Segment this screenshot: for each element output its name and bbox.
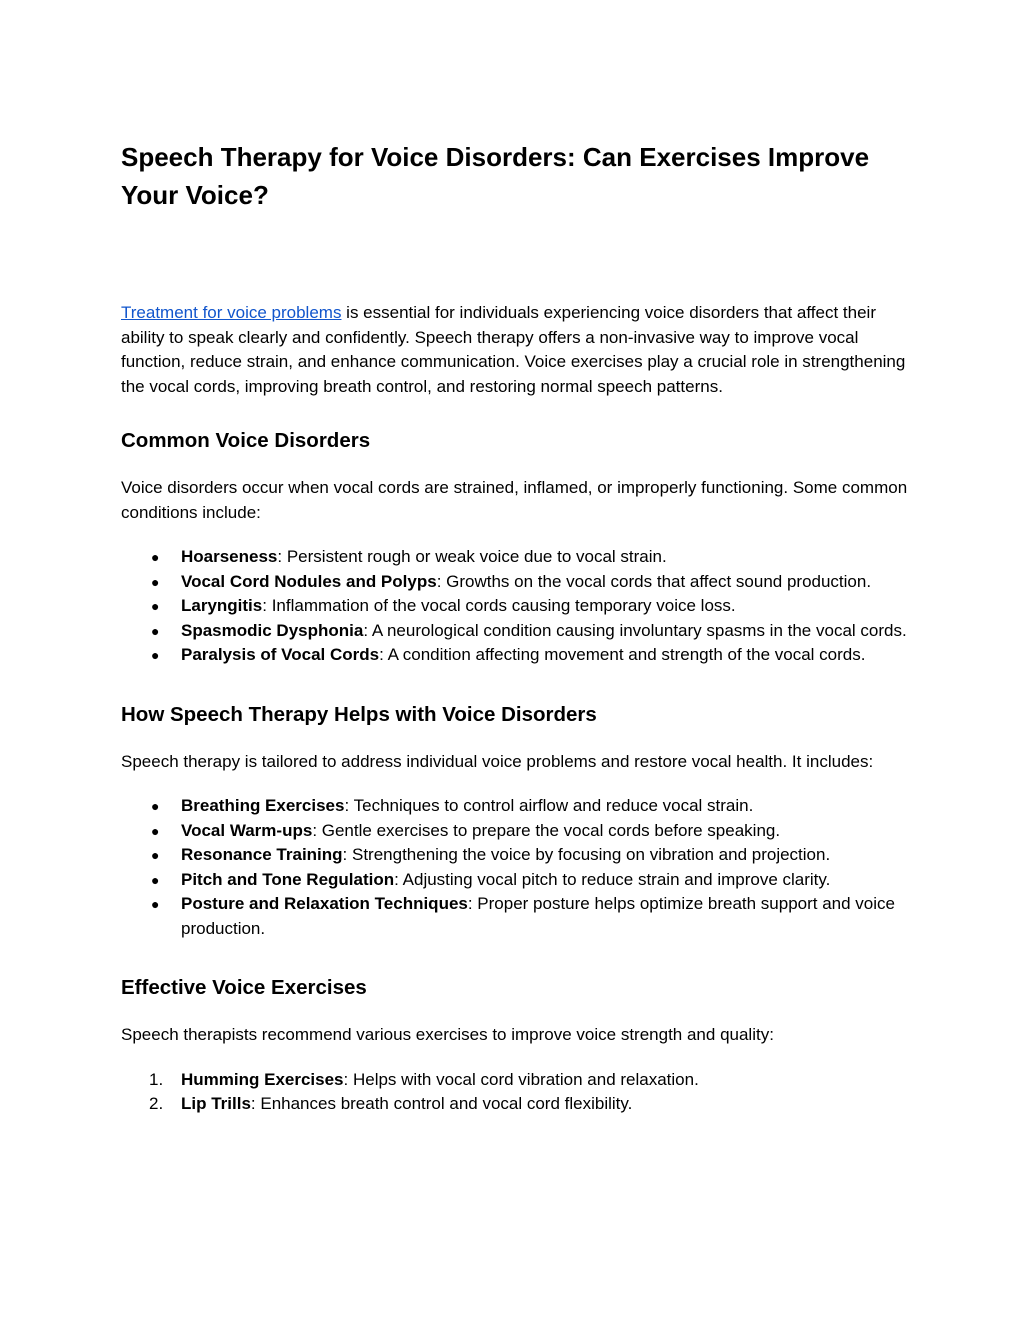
disorders-list <box>121 545 911 668</box>
list-item-desc: : Proper posture helps optimize breath support and voice production. <box>181 894 895 938</box>
list-item-term: Paralysis of Vocal Cords <box>181 645 380 664</box>
list-item <box>121 1068 911 1093</box>
list-item <box>121 868 911 893</box>
list-item-term: Pitch and Tone Regulation <box>181 869 395 889</box>
bullet-icon: ● <box>151 822 160 839</box>
list-item <box>121 643 911 668</box>
list-item-term: Lip Trills <box>181 1094 251 1113</box>
intro-text: is essential for individuals experiencing voice disorders that affect their ability to speak clearly and confidently. Speech therapy offers a non-invasive way to improve vocal function, reduce strain, and enhance communication. Voice exercises play a crucial role in strengthening the vocal cords, improving breath control, and restoring normal speech patterns. <box>121 303 906 396</box>
list-item <box>121 570 911 595</box>
section-paragraph: Voice disorders occur when vocal cords are strained, inflamed, or improperly functioning. Some common conditions include: <box>121 478 908 522</box>
section-paragraph: Speech therapy is tailored to address individual voice problems and restore vocal health. It includes: <box>121 751 874 771</box>
bullet-icon: ● <box>151 598 160 614</box>
bullet-icon: ● <box>151 896 160 912</box>
intro-paragraph <box>121 301 911 399</box>
list-item <box>121 1092 911 1117</box>
list-item-term: Posture and Relaxation Techniques <box>181 894 468 913</box>
list-item-term: Vocal Warm-ups <box>181 820 313 840</box>
exercises-list <box>121 1068 911 1117</box>
bullet-icon: ● <box>151 622 160 639</box>
bullet-icon: ● <box>151 798 160 814</box>
list-item-desc: : Helps with vocal cord vibration and relaxation. <box>343 1069 699 1089</box>
list-item-term: Laryngitis <box>181 596 263 615</box>
list-item-desc: : A condition affecting movement and strength of the vocal cords. <box>379 645 866 664</box>
therapy-list <box>121 794 911 941</box>
list-item-desc: : Enhances breath control and vocal cord flexibility. <box>250 1094 633 1113</box>
list-item-term: Hoarseness <box>181 547 278 566</box>
bullet-icon: ● <box>151 847 160 863</box>
list-item-term: Vocal Cord Nodules and Polyps <box>181 571 437 591</box>
list-item-desc: : Techniques to control airflow and reduce vocal strain. <box>344 796 754 815</box>
treatment-link[interactable]: Treatment for voice problems <box>121 303 342 322</box>
list-item-term: Spasmodic Dysphonia <box>181 620 364 640</box>
list-item <box>121 594 911 619</box>
bullet-icon: ● <box>151 647 160 663</box>
list-item-desc: : Strengthening the voice by focusing on vibration and projection. <box>342 845 831 864</box>
list-item <box>121 619 911 644</box>
section-heading-common-voice-disorders: Common Voice Disorders <box>121 429 371 452</box>
list-item-desc: : Persistent rough or weak voice due to vocal strain. <box>277 547 667 566</box>
list-item-desc: : Adjusting vocal pitch to reduce strain and improve clarity. <box>394 869 831 889</box>
document-page <box>121 138 911 1117</box>
list-item <box>121 892 911 941</box>
bullet-icon: ● <box>151 573 160 590</box>
list-item <box>121 545 911 570</box>
list-item-desc: : Gentle exercises to prepare the vocal cords before speaking. <box>312 820 781 840</box>
list-item-desc: : A neurological condition causing involuntary spasms in the vocal cords. <box>363 620 907 640</box>
list-number: 2. <box>149 1094 164 1113</box>
list-item-term: Humming Exercises <box>181 1069 344 1089</box>
list-item-term: Breathing Exercises <box>181 796 345 815</box>
page-title: Speech Therapy for Voice Disorders: Can Exercises Improve Your Voice? <box>121 142 870 210</box>
section-paragraph: Speech therapists recommend various exercises to improve voice strength and quality: <box>121 1025 774 1044</box>
list-item-desc: : Inflammation of the vocal cords causing temporary voice loss. <box>262 596 736 615</box>
list-number: 1. <box>149 1069 164 1089</box>
list-item-term: Resonance Training <box>181 845 343 864</box>
list-item <box>121 794 911 819</box>
section-heading-how-speech-therapy-helps: How Speech Therapy Helps with Voice Disorders <box>121 702 597 726</box>
list-item-desc: : Growths on the vocal cords that affect sound production. <box>436 571 872 591</box>
list-item <box>121 819 911 844</box>
list-item <box>121 843 911 868</box>
bullet-icon: ● <box>151 871 160 888</box>
bullet-icon: ● <box>151 549 160 565</box>
section-heading-effective-voice-exercises: Effective Voice Exercises <box>121 976 367 999</box>
